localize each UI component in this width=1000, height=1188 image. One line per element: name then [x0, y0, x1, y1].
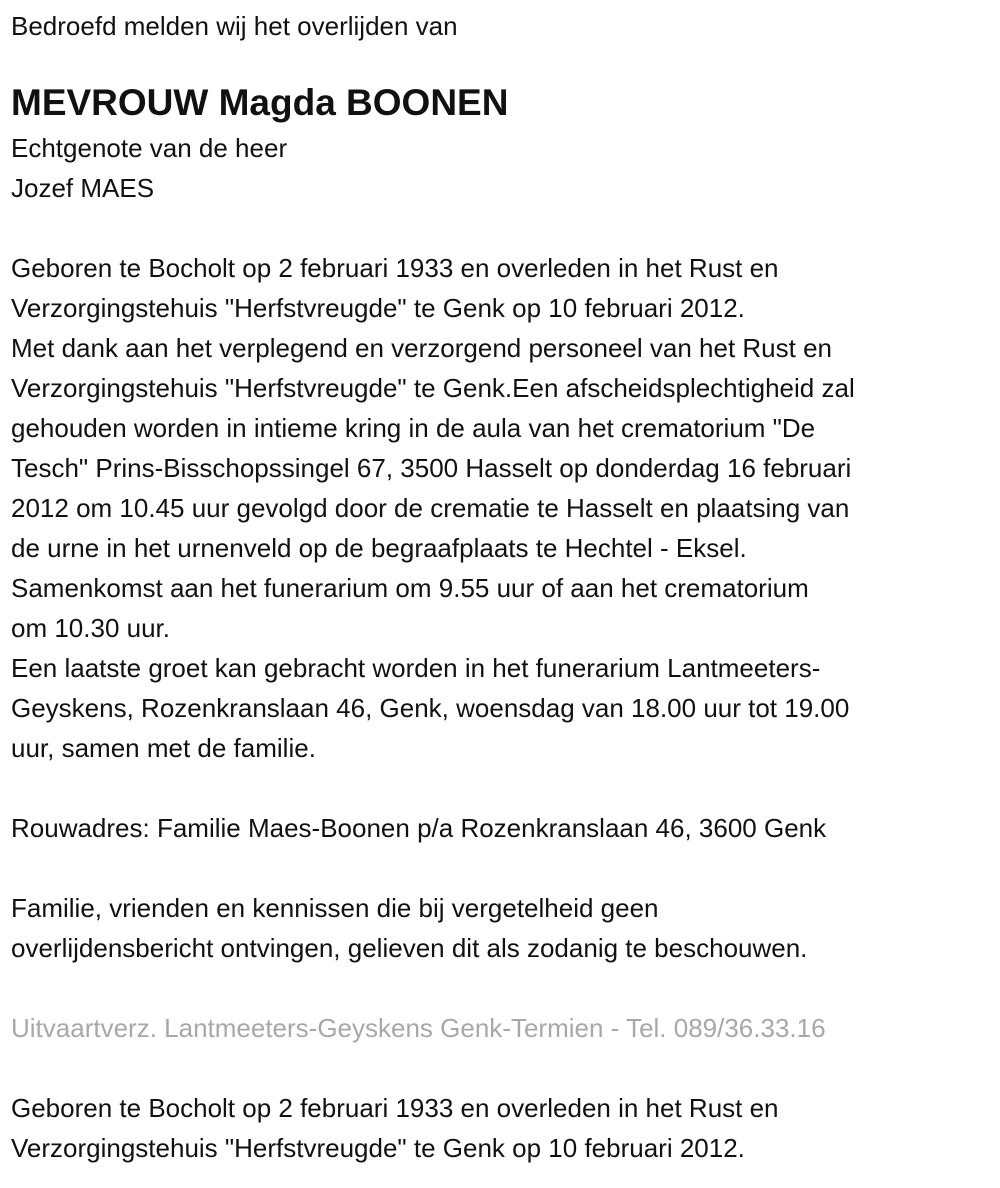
deceased-name: MEVROUW Magda BOONEN: [11, 82, 509, 123]
body-line: Een laatste groet kan gebracht worden in het funerarium Lantmeeters-: [11, 653, 821, 683]
body-line: Tesch" Prins-Bisschopssingel 67, 3500 Hasselt op donderdag 16 februari: [11, 453, 852, 483]
body-line: 2012 om 10.45 uur gevolgd door de crematie te Hasselt en plaatsing van: [11, 493, 850, 523]
body-line: uur, samen met de familie.: [11, 733, 316, 763]
spouse-line: Echtgenote van de heer: [11, 133, 288, 163]
mourning-address: Rouwadres: Familie Maes-Boonen p/a Rozenkranslaan 46, 3600 Genk: [11, 813, 827, 843]
body-line: Verzorgingstehuis "Herfstvreugde" te Genk.Een afscheidsplechtigheid zal: [11, 373, 855, 403]
undertaker-info: Uitvaartverz. Lantmeeters-Geyskens Genk-Termien - Tel. 089/36.33.16: [11, 1013, 826, 1043]
notice-line: Familie, vrienden en kennissen die bij vergetelheid geen: [11, 893, 659, 923]
body-line: Verzorgingstehuis "Herfstvreugde" te Genk op 10 februari 2012.: [11, 293, 745, 323]
notice-line: overlijdensbericht ontvingen, gelieven dit als zodanig te beschouwen.: [11, 933, 808, 963]
body-line: Geyskens, Rozenkranslaan 46, Genk, woensdag van 18.00 uur tot 19.00: [11, 693, 850, 723]
body-line: om 10.30 uur.: [11, 613, 170, 643]
footer-line: Verzorgingstehuis "Herfstvreugde" te Genk op 10 februari 2012.: [11, 1133, 745, 1163]
footer-line: Geboren te Bocholt op 2 februari 1933 en overleden in het Rust en: [11, 1093, 779, 1123]
body-line: de urne in het urnenveld op de begraafplaats te Hechtel - Eksel.: [11, 533, 747, 563]
intro-text: Bedroefd melden wij het overlijden van: [11, 11, 458, 41]
body-text: [11, 248, 1000, 768]
body-line: gehouden worden in intieme kring in de aula van het crematorium "De: [11, 413, 816, 443]
spouse-name: Jozef MAES: [11, 173, 155, 203]
body-line: Samenkomst aan het funerarium om 9.55 uur of aan het crematorium: [11, 573, 809, 603]
body-line: Met dank aan het verplegend en verzorgend personeel van het Rust en: [11, 333, 832, 363]
body-line: Geboren te Bocholt op 2 februari 1933 en overleden in het Rust en: [11, 253, 779, 283]
